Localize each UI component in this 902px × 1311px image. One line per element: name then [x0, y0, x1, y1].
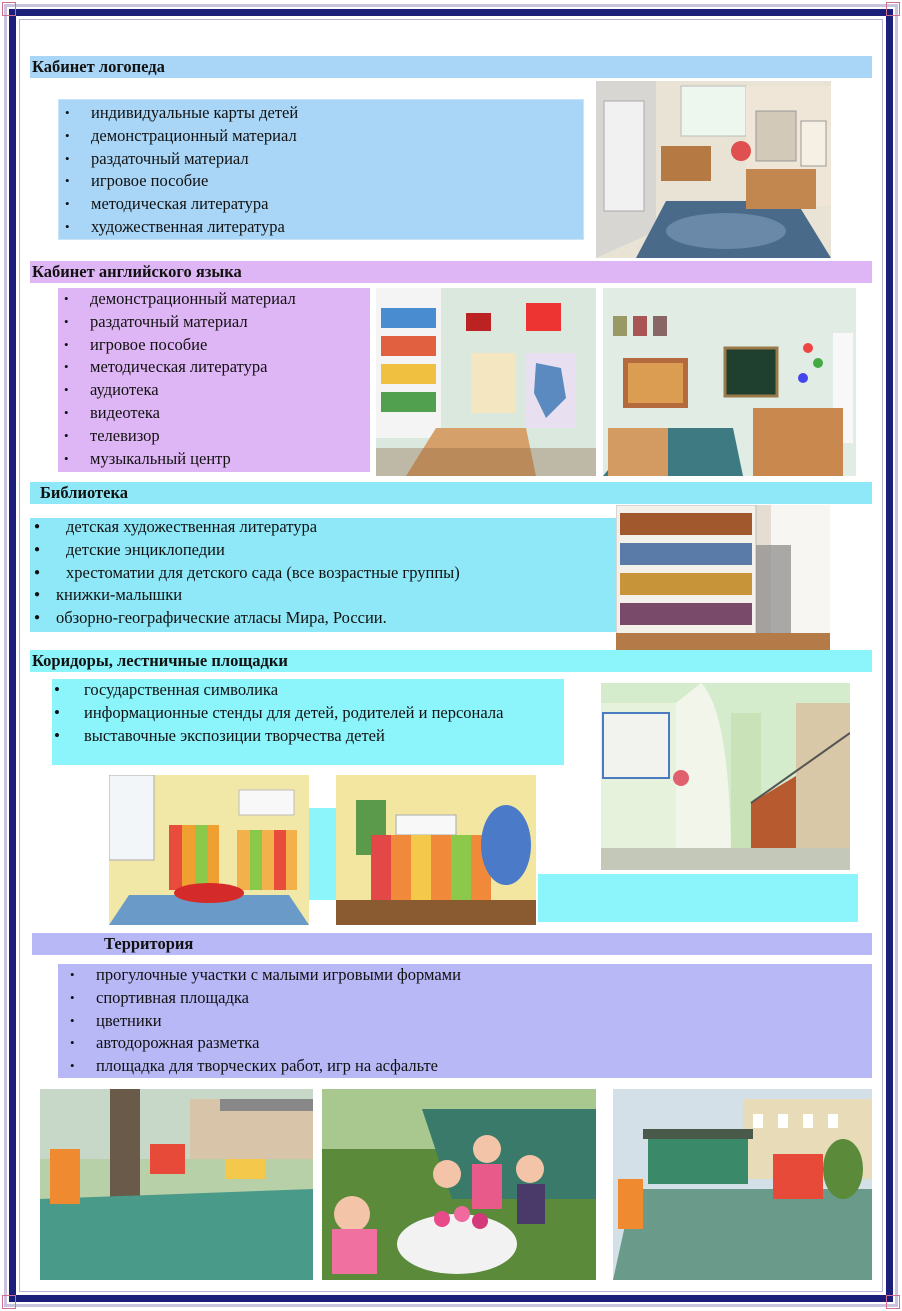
library-items: [30, 516, 618, 630]
speech-items: [59, 102, 583, 239]
list-item: • раздаточный материал: [59, 148, 583, 171]
list-item: • методическая литература: [58, 356, 370, 379]
territory-items: [64, 964, 872, 1078]
list-item: ● хрестоматии для детского сада (все возрастные группы): [30, 562, 618, 585]
territory-playground-photo: [40, 1089, 313, 1280]
list-item: • автодорожная разметка: [64, 1032, 872, 1055]
list-item: ● детские энциклопедии: [30, 539, 618, 562]
list-item: • телевизор: [58, 425, 370, 448]
corridor-color-strip: [538, 874, 858, 922]
corridors-items: [52, 679, 564, 747]
section-heading-english: Кабинет английского языка: [30, 261, 872, 283]
list-item: • информационные стенды для детей, родителей и персонала: [52, 702, 564, 725]
list-item: • демонстрационный материал: [59, 125, 583, 148]
corridor-staircase-photo: [601, 683, 850, 870]
corridor-color-strip: [308, 808, 338, 900]
english-items: [58, 288, 370, 470]
territory-list-box: [58, 964, 872, 1078]
section-heading-library: Библиотека: [30, 482, 872, 504]
list-item: • спортивная площадка: [64, 987, 872, 1010]
list-item: • государственная символика: [52, 679, 564, 702]
corner-ornament: [2, 2, 16, 16]
list-item: • аудиотека: [58, 379, 370, 402]
list-item: • видеотека: [58, 402, 370, 425]
corner-ornament: [886, 2, 900, 16]
list-item: ● детская художественная литература: [30, 516, 618, 539]
list-item: • методическая литература: [59, 193, 583, 216]
section-heading-territory: Территория: [32, 933, 872, 955]
list-item: • игровое пособие: [58, 334, 370, 357]
english-room-photo-2: [603, 288, 856, 476]
territory-veranda-photo: [613, 1089, 872, 1280]
document-page: [30, 32, 872, 1287]
list-item: ● обзорно-географические атласы Мира, России.: [30, 607, 618, 630]
list-item: • художественная литература: [59, 216, 583, 239]
list-item: • площадка для творческих работ, игр на асфальте: [64, 1055, 872, 1078]
list-item: • индивидуальные карты детей: [59, 102, 583, 125]
library-photo: [616, 505, 830, 651]
corner-ornament: [886, 1295, 900, 1309]
corridors-list-box: [52, 679, 564, 765]
list-item: • выставочные экспозиции творчества детей: [52, 725, 564, 748]
english-list-box: [58, 288, 370, 472]
speech-list-box: [58, 99, 584, 240]
speech-room-photo: [596, 81, 831, 258]
list-item: • прогулочные участки с малыми игровыми формами: [64, 964, 872, 987]
corridor-lockers-photo-2: [336, 775, 536, 925]
territory-children-photo: [322, 1089, 596, 1280]
corner-ornament: [2, 1295, 16, 1309]
list-item: ● книжки-малышки: [30, 584, 618, 607]
english-room-photo-1: [376, 288, 596, 476]
section-heading-speech: Кабинет логопеда: [30, 56, 872, 78]
library-list-box: [30, 518, 618, 632]
section-heading-corridors: Коридоры, лестничные площадки: [30, 650, 872, 672]
list-item: • музыкальный центр: [58, 448, 370, 471]
list-item: • цветники: [64, 1010, 872, 1033]
list-item: • демонстрационный материал: [58, 288, 370, 311]
list-item: • раздаточный материал: [58, 311, 370, 334]
list-item: • игровое пособие: [59, 170, 583, 193]
corridor-lockers-photo-1: [109, 775, 309, 925]
